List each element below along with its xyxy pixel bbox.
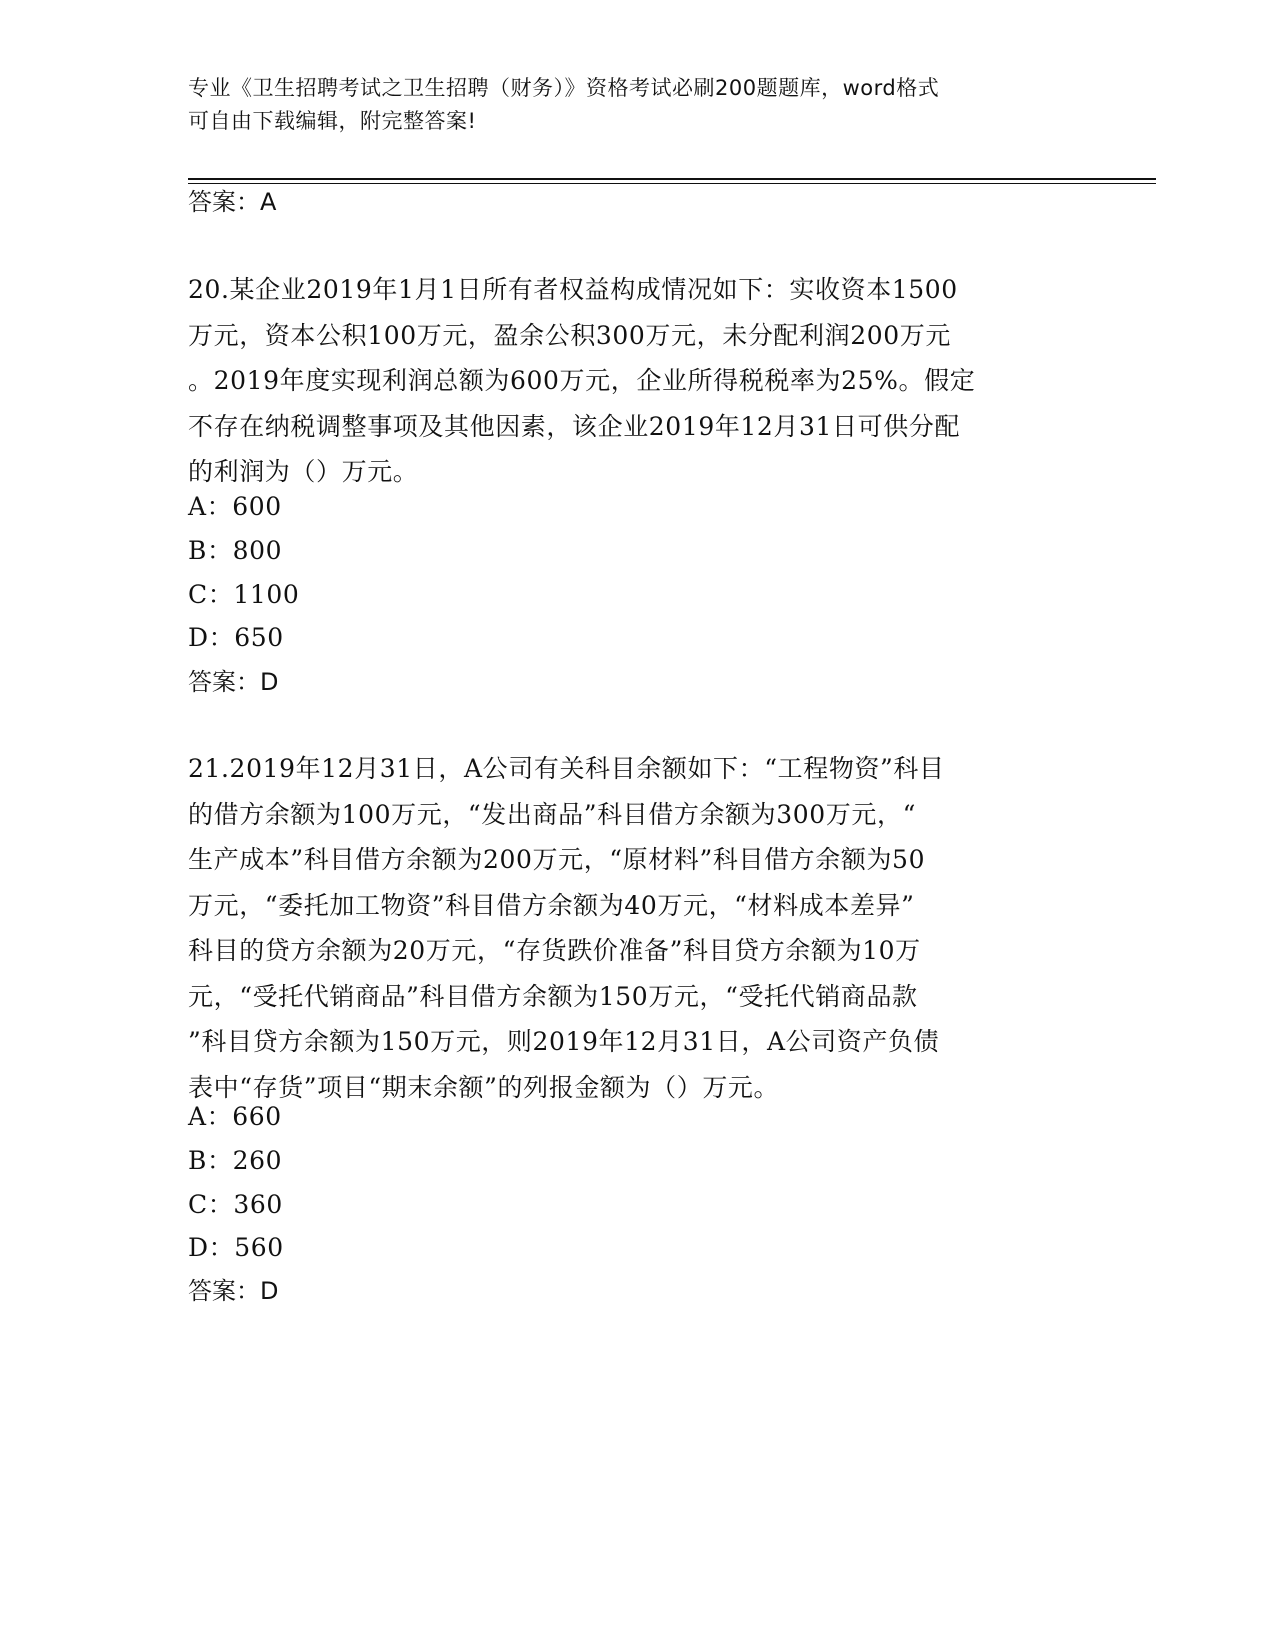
q20-option-d: D：650 <box>188 623 284 652</box>
question-line: 的借方余额为100万元，“发出商品”科目借方余额为300万元，“ <box>188 799 916 829</box>
q20-answer: 答案：D <box>188 668 279 696</box>
document-header <box>188 72 1058 138</box>
q21-option-c: C：360 <box>188 1190 283 1219</box>
question-line: 生产成本”科目借方余额为200万元，“原材料”科目借方余额为50 <box>188 845 926 874</box>
q20-option-a: A：600 <box>188 492 282 521</box>
question-line: 20.某企业2019年1月1日所有者权益构成情况如下：实收资本1500 <box>188 275 958 304</box>
question-line: ”科目贷方余额为150万元，则2019年12月31日，A公司资产负债 <box>188 1027 940 1056</box>
q21-option-b: B：260 <box>188 1146 283 1175</box>
question-line: 万元，“委托加工物资”科目借方余额为40万元，“材料成本差异” <box>188 890 915 920</box>
q20-option-b: B：800 <box>188 536 283 565</box>
q21-option-a: A：660 <box>188 1102 282 1131</box>
question-line: 21.2019年12月31日，A公司有关科目余额如下：“工程物资”科目 <box>188 754 945 783</box>
q20-option-c: C：1100 <box>188 580 300 609</box>
answer-prev: 答案：A <box>188 188 277 216</box>
question-line: 万元，资本公积100万元，盈余公积300万元，未分配利润200万元 <box>188 320 951 350</box>
header-line-1: 专业《卫生招聘考试之卫生招聘（财务）》资格考试必刷200题题库，word格式 <box>188 76 940 100</box>
question-line: 。2019年度实现利润总额为600万元，企业所得税税率为25%。假定 <box>188 366 976 395</box>
q21-answer: 答案：D <box>188 1277 279 1305</box>
question-line: 表中“存货”项目“期末余额”的列报金额为（）万元。 <box>188 1072 780 1102</box>
question-20-text <box>188 267 1078 495</box>
q21-option-d: D：560 <box>188 1233 284 1262</box>
question-line: 科目的贷方余额为20万元，“存货跌价准备”科目贷方余额为10万 <box>188 936 921 965</box>
question-line: 不存在纳税调整事项及其他因素，该企业2019年12月31日可供分配 <box>188 411 961 441</box>
header-rule-thick <box>188 178 1156 180</box>
question-line: 的利润为（）万元。 <box>188 457 419 486</box>
question-line: 元，“受托代销商品”科目借方余额为150万元，“受托代销商品款 <box>188 981 918 1011</box>
header-rule-thin <box>188 183 1156 184</box>
question-21-text <box>188 746 1078 1110</box>
header-line-2: 可自由下载编辑，附完整答案! <box>188 109 477 133</box>
